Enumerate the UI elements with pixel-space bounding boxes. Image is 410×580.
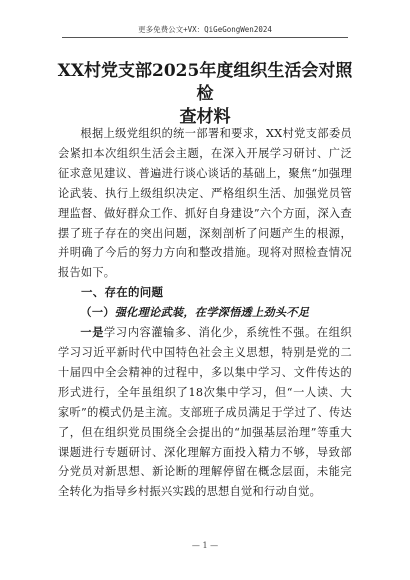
page-number: — 1 — <box>191 541 219 550</box>
section-heading: 一、存在的问题 <box>81 285 164 300</box>
document-title <box>55 60 355 129</box>
document-body <box>58 124 352 502</box>
body-paragraph <box>58 323 352 502</box>
subsection-heading <box>58 303 352 323</box>
title-line-2: 查材料 <box>179 107 231 127</box>
header-note: 更多免费公文+VX：QiGeGongWen2024 <box>138 25 272 34</box>
subsection-number: （一） <box>80 305 115 320</box>
title-line-1: XX村党支部2025年度组织生活会对照检 <box>57 61 353 104</box>
subsection-title: 强化理论武装，在学深悟透上劲头不足 <box>114 305 310 320</box>
header-divider <box>62 37 348 38</box>
paragraph-text: 学习内容灌输多、消化少，系统性不强。在组织学习习近平新时代中国特色社会主义思想，特别是党的二十届四中全会精神的过程中，多以集中学习、文件传达的形式进行，全年虽组织了18次集中学习，但“一人读、大家听”的模式仍是主流。支部班子成员满足于学过了、传达了，但在组织党员围绕全会提出的“加强基层治理”等重大课题进行专题研讨、深化理解方面投入精力不够，导致部分党员对新思想、新论断的理解停留在概念层面，未能完全转化为指导乡村振兴实践的思想自觉和行动自觉。 <box>58 326 352 499</box>
paragraph-lead: 一是 <box>80 325 105 340</box>
intro-paragraph: 根据上级党组织的统一部署和要求，XX村党支部委员会紧扣本次组织生活会主题，在深入开展学习研讨、广泛征求意见建议、普遍进行谈心谈话的基础上，聚焦“加强理论武装、执行上级组织决定、严格组织生活、加强党员管理监督、做好群众工作、抓好自身建设”六个方面，深入查摆了班子存在的突出问题，深刻剖析了问题产生的根源，并明确了今后的努力方向和整改措施。现将对照检查情况报告如下。 <box>58 127 352 280</box>
